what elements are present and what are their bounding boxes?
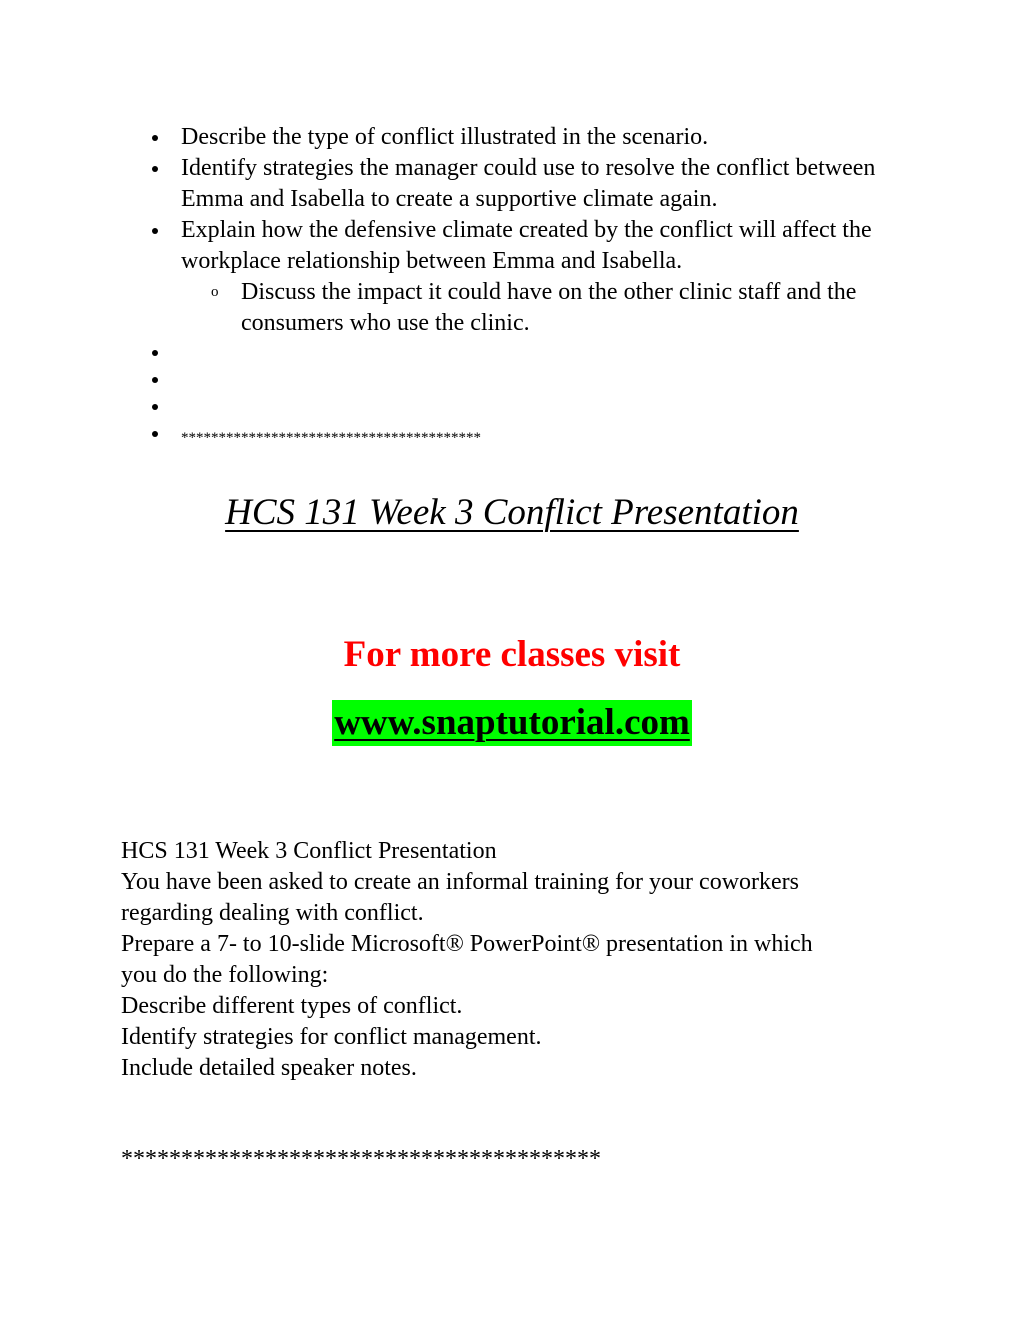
list-item (140, 153, 900, 215)
description-line: Include detailed speaker notes. (121, 1055, 417, 1081)
bullet-icon (152, 228, 158, 234)
sub-list-item (140, 277, 900, 339)
empty-list-item (140, 366, 900, 393)
description-line: Describe different types of conflict. (121, 993, 463, 1019)
list-item-text: Identify strategies the manager could use to resolve the conflict between Emma and Isabella to create a supportive climate again. (181, 155, 876, 212)
bullet-icon (152, 135, 158, 141)
bullet-icon (152, 431, 158, 437)
visit-text: For more classes visit (343, 634, 681, 675)
description-line: Identify strategies for conflict management. (121, 1024, 542, 1050)
description-line: you do the following: (121, 962, 329, 988)
list-item-text: Explain how the defensive climate created by the conflict will affect the workplace relationship between Emma and Isabella. (181, 217, 872, 274)
page-title: HCS 131 Week 3 Conflict Presentation (225, 492, 799, 533)
bullet-icon (152, 350, 158, 356)
list-item (140, 122, 900, 153)
stars-list-item (140, 420, 900, 447)
list-item (140, 215, 900, 277)
description-line: You have been asked to create an informal training for your coworkers (121, 869, 799, 895)
website-link[interactable]: www.snaptutorial.com (332, 700, 692, 746)
circle-bullet-icon: o (211, 284, 219, 300)
description-block (121, 836, 921, 1084)
description-line: Prepare a 7- to 10-slide Microsoft® PowerPoint® presentation in which (121, 931, 813, 957)
description-line: HCS 131 Week 3 Conflict Presentation (121, 838, 497, 864)
empty-list-item (140, 339, 900, 366)
stars-divider: **************************************** (181, 430, 481, 446)
description-line: regarding dealing with conflict. (121, 900, 424, 926)
bottom-stars-divider: **************************************** (121, 1146, 601, 1172)
bullet-icon (152, 377, 158, 383)
bullet-icon (152, 166, 158, 172)
list-item-text: Describe the type of conflict illustrated in the scenario. (181, 124, 709, 150)
empty-list-item (140, 393, 900, 420)
sub-list-item-text: Discuss the impact it could have on the other clinic staff and the consumers who use the clinic. (241, 279, 857, 336)
bullet-icon (152, 404, 158, 410)
link-container (0, 700, 1024, 746)
instructions-list (140, 122, 900, 447)
